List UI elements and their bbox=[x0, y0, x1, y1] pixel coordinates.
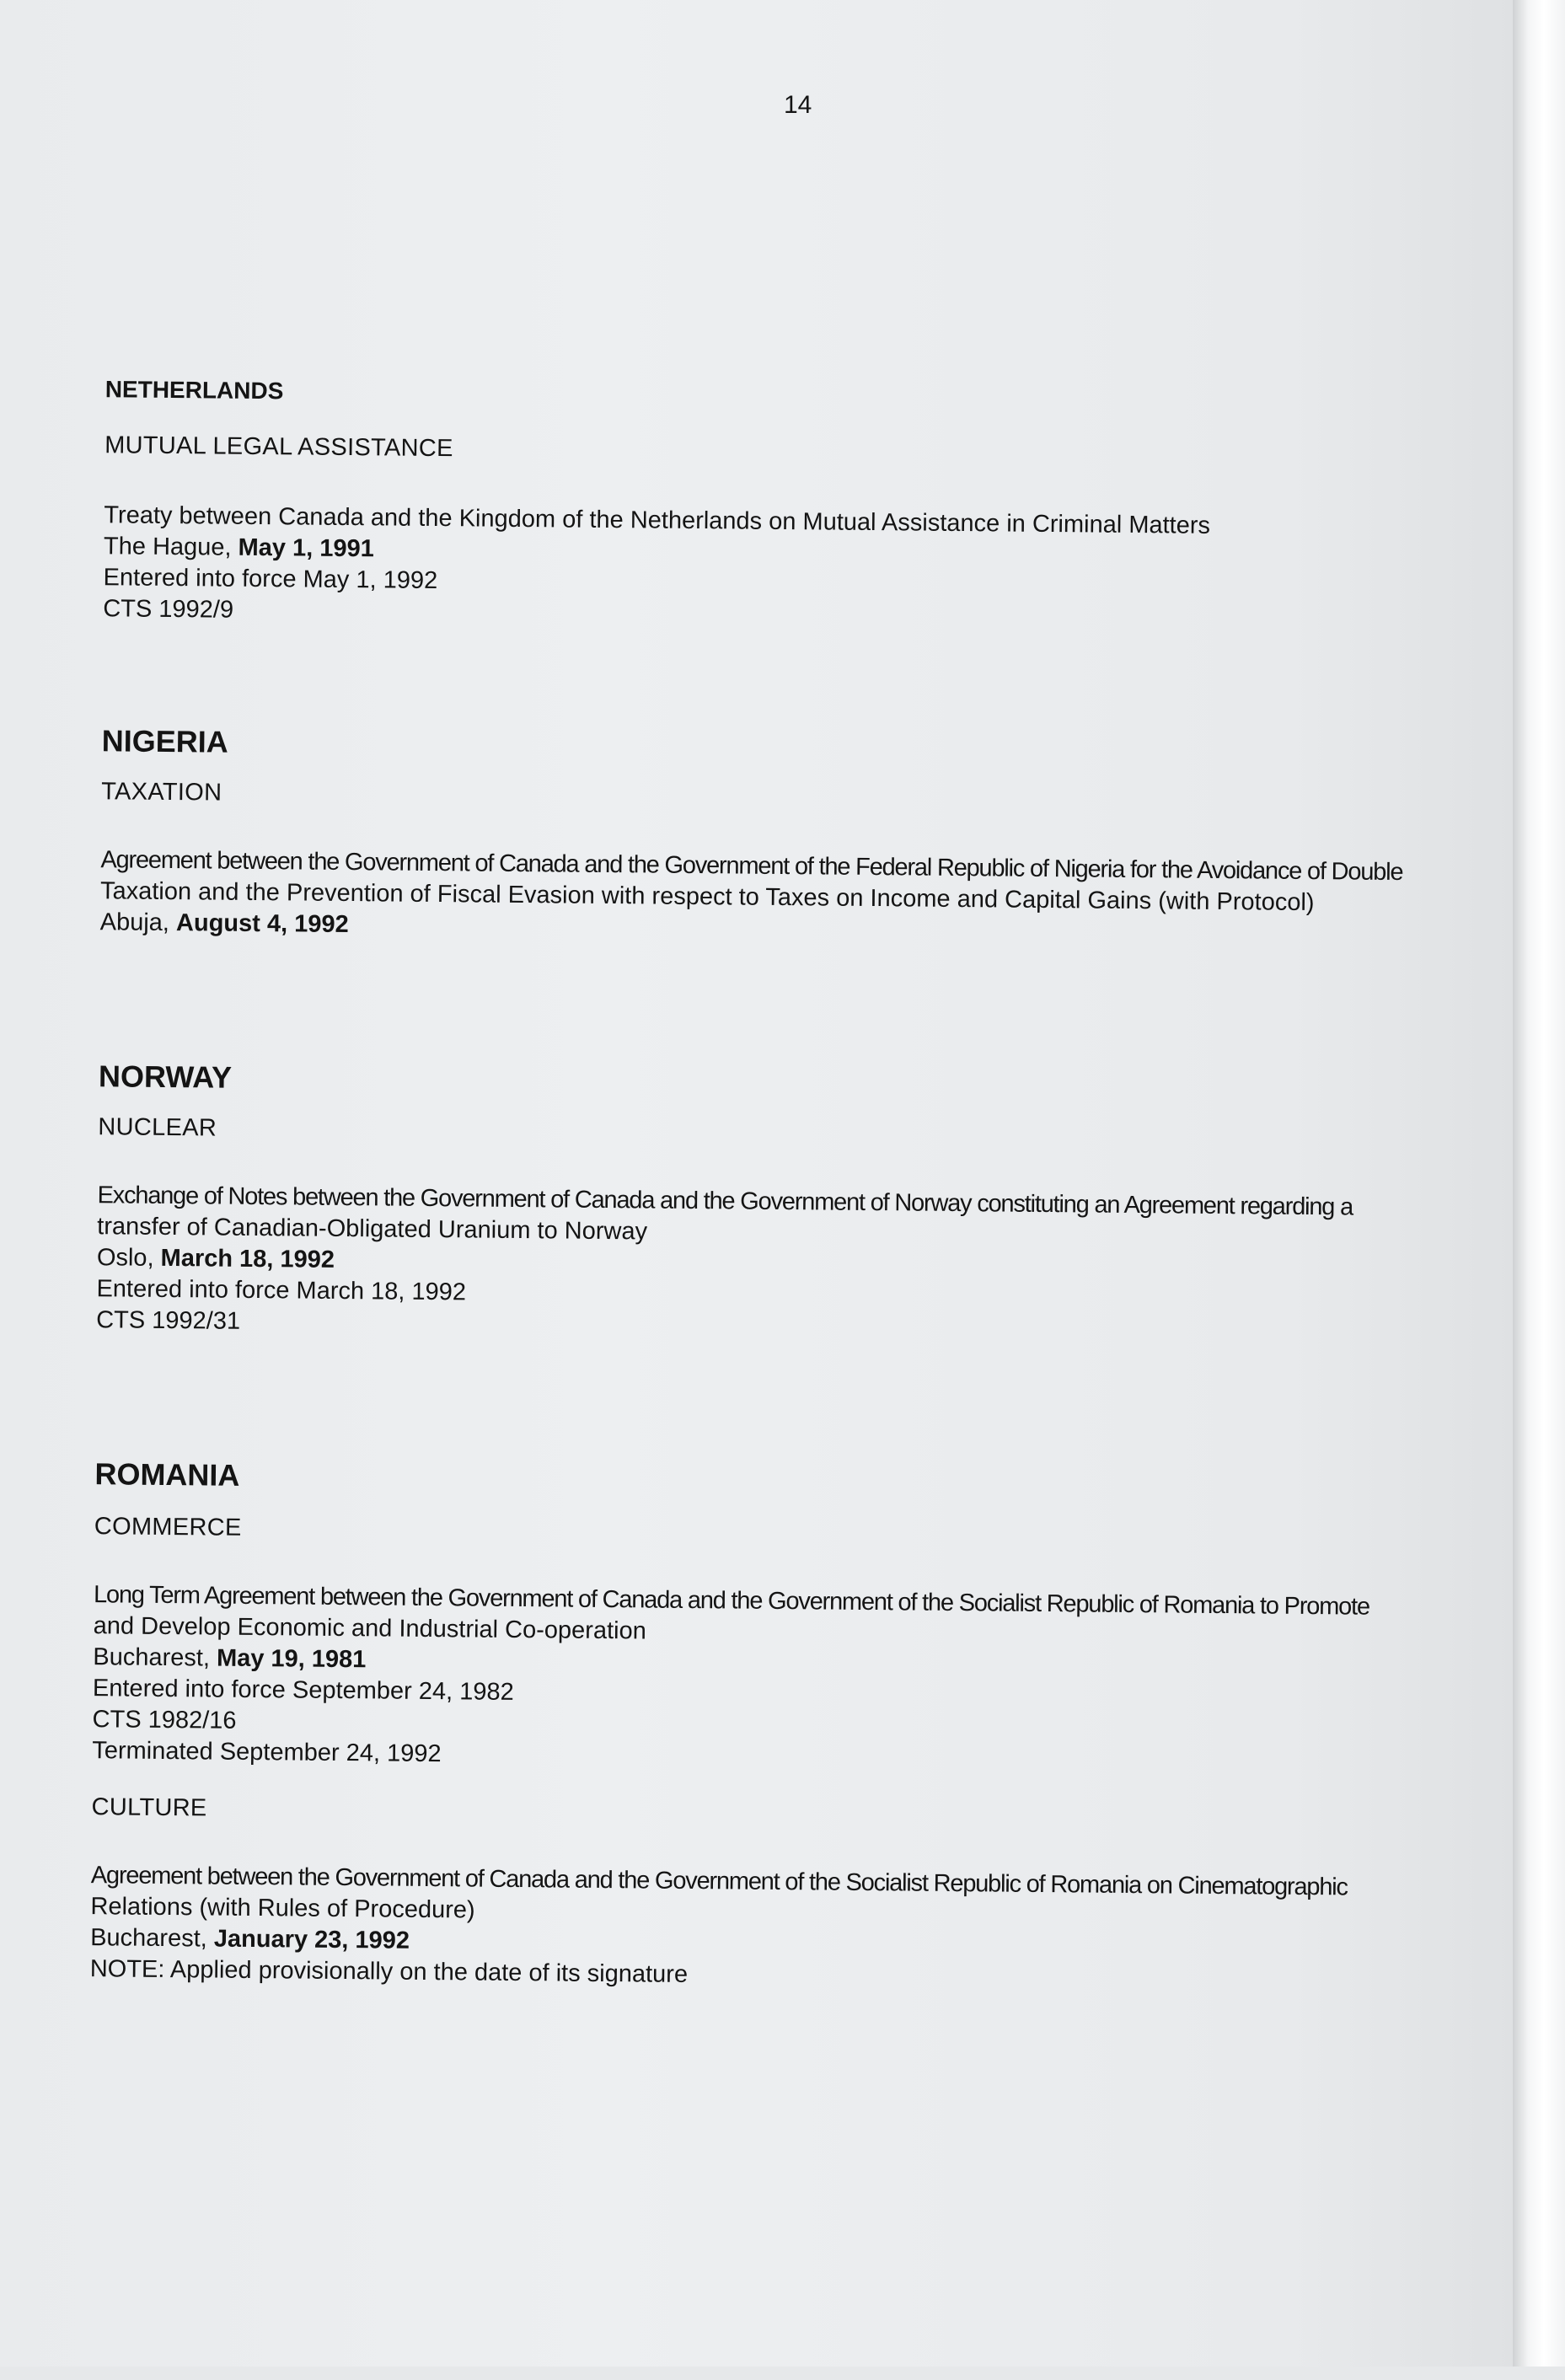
subject-heading-commerce: COMMERCE bbox=[94, 1513, 242, 1541]
treaty-title: Treaty between Canada and the Kingdom of the Netherlands on Mutual Assistance in Criminal Matters bbox=[104, 501, 1211, 539]
treaty-title-line-1: Long Term Agreement between the Government of Canada and the Government of the Socialist Republic of Romania to Promote bbox=[93, 1581, 1369, 1621]
treaty-force: Entered into force March 18, 1992 bbox=[96, 1275, 467, 1306]
treaty-place: Bucharest, bbox=[90, 1924, 207, 1953]
section-nigeria bbox=[100, 725, 1404, 951]
treaty-title-line-1: Agreement between the Government of Canada and the Government of the Socialist Republic of Romania on Cinematographic bbox=[90, 1862, 1348, 1901]
section-norway bbox=[96, 1060, 1353, 1348]
treaty-title-line-2: Taxation and the Prevention of Fiscal Evasion with respect to Taxes on Income and Capital Gains (with Protocol) bbox=[99, 877, 1315, 917]
treaty-force: Entered into force September 24, 1982 bbox=[92, 1675, 514, 1706]
treaty-terminated: Terminated September 24, 1992 bbox=[92, 1737, 442, 1768]
treaty-force: Entered into force May 1, 1992 bbox=[103, 564, 438, 595]
treaty-place: Bucharest, bbox=[93, 1643, 211, 1672]
page-edge bbox=[1513, 0, 1565, 2367]
treaty-title-line-2: Relations (with Rules of Procedure) bbox=[90, 1893, 475, 1924]
subject-heading: TAXATION bbox=[101, 778, 222, 807]
country-heading: NORWAY bbox=[98, 1059, 233, 1095]
section-netherlands bbox=[103, 373, 1212, 635]
treaty-title-line-2: and Develop Economic and Industrial Co-operation bbox=[93, 1612, 646, 1645]
treaty-title-line-2: transfer of Canadian-Obligated Uranium to Norway bbox=[97, 1213, 648, 1246]
country-heading: NETHERLANDS bbox=[105, 376, 284, 405]
country-heading: NIGERIA bbox=[101, 723, 228, 759]
treaty-date: May 19, 1981 bbox=[216, 1644, 367, 1674]
section-romania bbox=[90, 1458, 1371, 1997]
treaty-date: March 18, 1992 bbox=[160, 1244, 335, 1273]
treaty-date: August 4, 1992 bbox=[175, 909, 349, 939]
treaty-title-line-1: Exchange of Notes between the Government of Canada and the Government of Norway constituting an Agreement regarding a bbox=[97, 1182, 1353, 1221]
treaty-place: The Hague, bbox=[103, 533, 232, 561]
subject-heading: NUCLEAR bbox=[98, 1113, 217, 1142]
treaty-title-line-1: Agreement between the Government of Canada and the Government of the Federal Republic of Nigeria for the Avoidance of Double bbox=[100, 846, 1403, 887]
treaty-note: NOTE: Applied provisionally on the date of its signature bbox=[89, 1955, 689, 1988]
treaty-date: May 1, 1991 bbox=[238, 533, 374, 563]
treaty-cts: CTS 1982/16 bbox=[92, 1706, 237, 1734]
page-number: 14 bbox=[784, 91, 812, 119]
treaty-cts: CTS 1992/31 bbox=[96, 1306, 241, 1335]
treaty-place: Abuja, bbox=[99, 909, 170, 936]
treaty-place: Oslo, bbox=[96, 1244, 154, 1272]
subject-heading-culture: CULTURE bbox=[91, 1793, 207, 1822]
country-heading: ROMANIA bbox=[94, 1456, 240, 1493]
treaty-date: January 23, 1992 bbox=[213, 1925, 410, 1954]
treaty-cts: CTS 1992/9 bbox=[103, 595, 234, 624]
subject-heading: MUTUAL LEGAL ASSISTANCE bbox=[105, 432, 453, 463]
